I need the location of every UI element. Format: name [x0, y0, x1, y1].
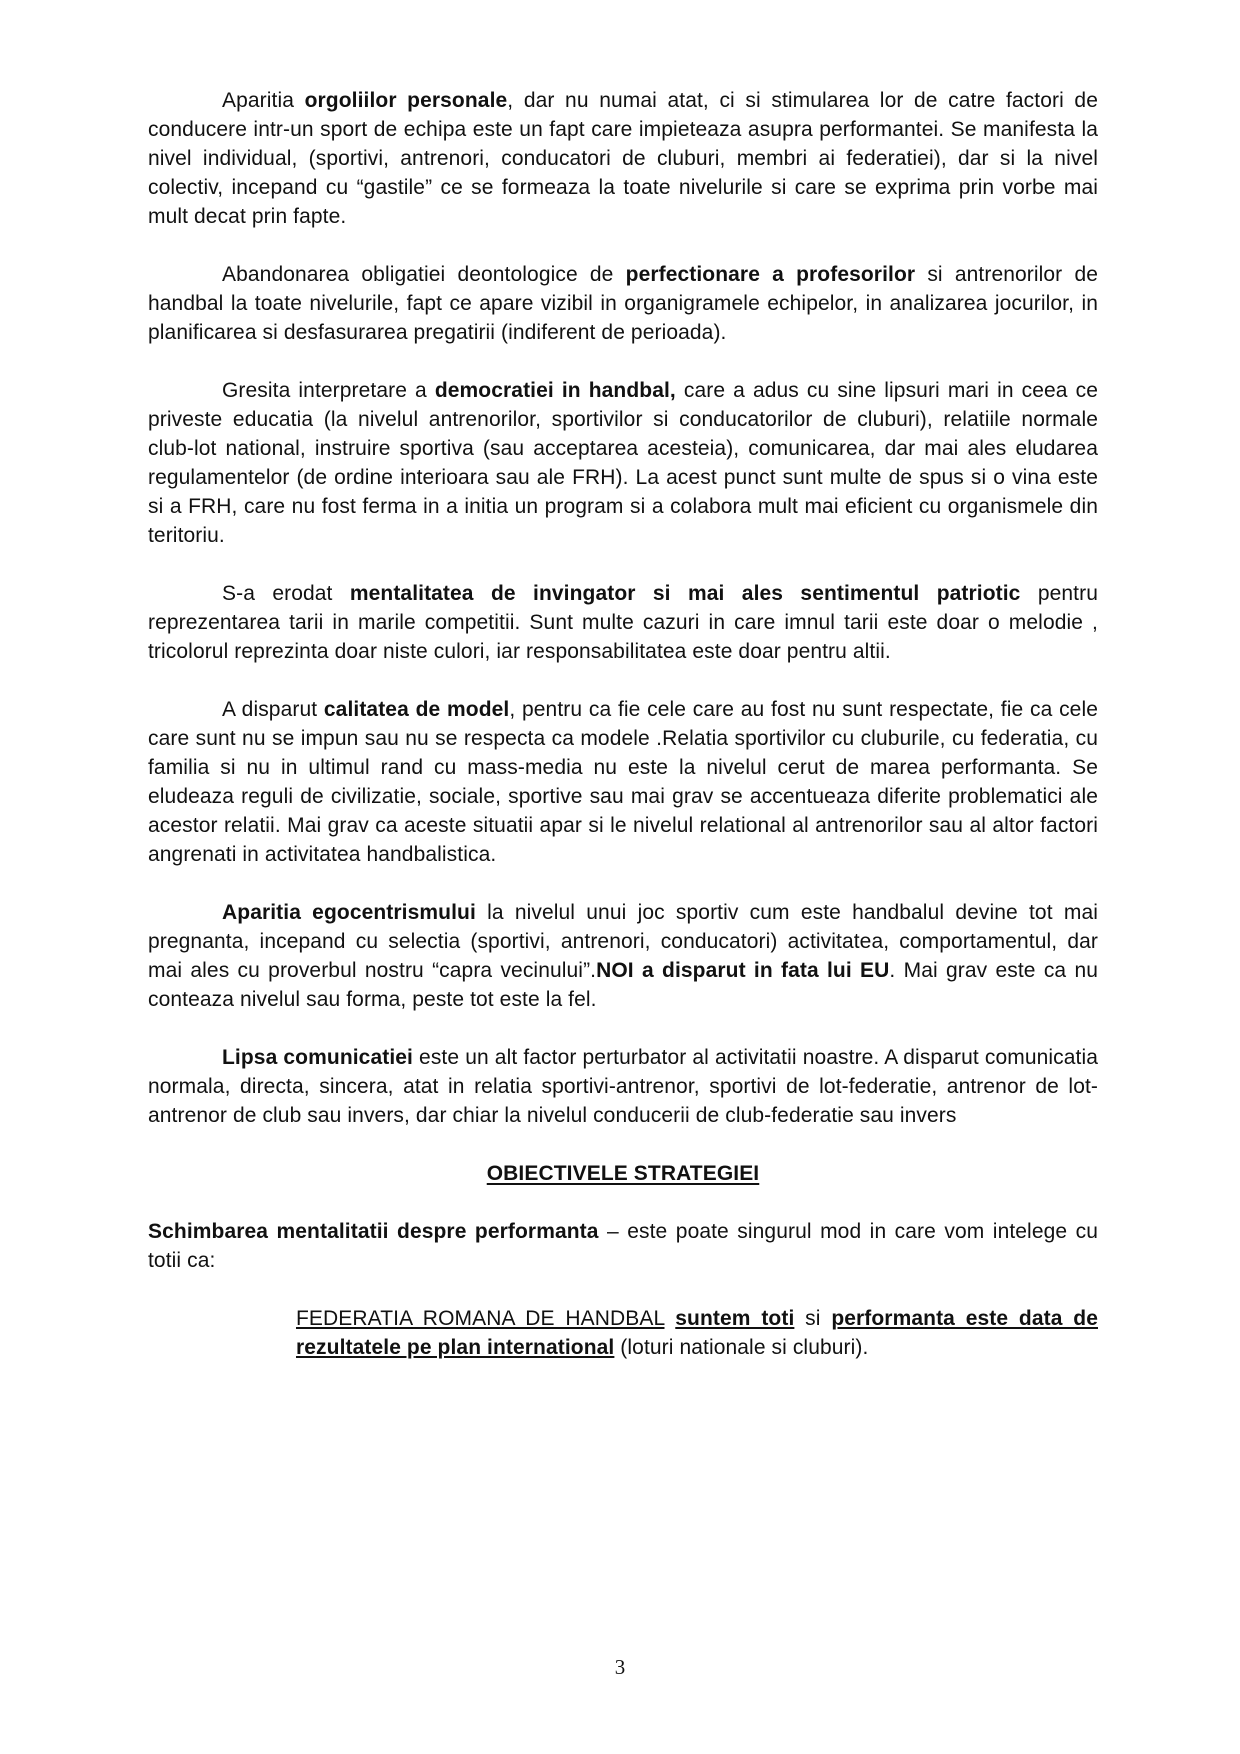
paragraph-text: Gresita interpretare a — [222, 379, 435, 402]
emphasis-text: mentalitatea de invingator si mai ales sentimentul patriotic — [349, 582, 1021, 605]
paragraph-model — [148, 695, 1098, 869]
paragraph-perfectionare — [148, 260, 1098, 347]
quote-tail-text: (loturi nationale si cluburi). — [614, 1336, 869, 1359]
quoted-statement — [296, 1304, 1098, 1362]
paragraph-invingator — [148, 579, 1098, 666]
paragraph-text: S-a erodat — [222, 582, 350, 605]
section-heading: OBIECTIVELE STRATEGIEI — [486, 1162, 760, 1185]
paragraph-text: Aparitia — [222, 89, 305, 112]
paragraph-text: la nivelul unui joc sportiv cum este handbalul devine tot mai pregnanta, incepand cu selectia (sportivi, antrenori, conducatori) activitatea, comportamentul, dar mai ales cu proverbul nostru “capra vecinului”. — [148, 901, 1098, 982]
paragraph-text: este un alt factor perturbator al activitatii noastre. A disparut comunicatia normala, directa, sincera, atat in relatia sportivi-antrenor, sportivi de lot-federatie, antrenor de lot-antrenor de club sau invers, dar chiar la nivelul conducerii de club-federatie sau invers — [148, 1046, 1098, 1127]
paragraph-text: care a adus cu sine lipsuri mari in ceea ce priveste educatia (la nivelul antrenorilor, sportivilor si conducatorilor de cluburi), relatiile normale club-lot national, instruire sportiva (sau acceptarea acesteia), comunicarea, dar mai ales eludarea regulamentelor (de ordine interioara sau ale FRH). La acest punct sunt multe de spus si o vina este si a FRH, care nu fost ferma in a initia un program si a colabora mult mai eficient cu organismele din teritoriu. — [148, 379, 1098, 547]
emphasis-text: perfectionare a profesorilor — [625, 263, 916, 286]
document-page — [148, 86, 1098, 1362]
emphasis-text: suntem toti — [675, 1307, 795, 1330]
emphasis-text: performanta este data de rezultatele pe plan international — [296, 1307, 1098, 1359]
paragraph-text: si antrenorilor de handbal la toate nivelurile, fapt ce apare vizibil in organigramele echipelor, in analizarea jocurilor, in planificarea si desfasurarea pregatirii (indiferent de perioada). — [148, 263, 1099, 344]
paragraph-text: , pentru ca fie cele care au fost nu sunt respectate, fie ca cele care sunt nu se impun sau nu se respecta ca modele .Relatia sportivilor cu cluburile, cu federatia, cu familia si nu in ultimul rand cu mass-media nu este la nivelul cerut de marea performanta. Se eludeaza reguli de civilizatie, sociale, sportive sau mai grav se accentueaza diferite problematici ale acestor relatii. Mai grav ca aceste situatii apar si le nivelul relational al antrenorilor sau al altor factori angrenati in activitatea handbalistica. — [148, 698, 1099, 866]
emphasis-text: democratiei in handbal, — [434, 379, 676, 402]
paragraph-text: pentru reprezentarea tarii in marile competitii. Sunt multe cazuri in care imnul tarii este doar o melodie , tricolorul reprezinta doar niste culori, iar responsabilitatea este doar pentru altii. — [148, 582, 1098, 663]
paragraph-democratie — [148, 376, 1098, 550]
emphasis-text: Aparitia egocentrismului — [222, 901, 476, 924]
emphasis-text: calitatea de model — [323, 698, 510, 721]
paragraph-text: Abandonarea obligatiei deontologice de — [222, 263, 626, 286]
emphasis-text: NOI a disparut in fata lui EU — [596, 959, 890, 982]
paragraph-orgolii — [148, 86, 1098, 231]
objective-title: Schimbarea mentalitatii despre performanta — [148, 1220, 599, 1243]
page-number: 3 — [614, 1655, 626, 1679]
paragraph-comunicare — [148, 1043, 1098, 1130]
objective-text: – este poate singurul mod in care vom intelege cu totii ca: — [148, 1220, 1098, 1272]
emphasis-text: orgoliilor personale — [304, 89, 508, 112]
paragraph-egocentrism — [148, 898, 1098, 1014]
emphasis-text: Lipsa comunicatiei — [222, 1046, 413, 1069]
federation-name: FEDERATIA ROMANA DE HANDBAL — [296, 1307, 665, 1330]
paragraph-text: A disparut — [222, 698, 324, 721]
paragraph-text: . Mai grav este ca nu conteaza nivelul sau forma, peste tot este la fel. — [148, 959, 1099, 1011]
paragraph-text: , dar nu numai atat, ci si stimularea lor de catre factori de conducere intr-un sport de echipa este un fapt care impieteaza asupra performantei. Se manifesta la nivel individual, (sportivi, antrenori, conducatori de cluburi, membri ai federatiei), dar si la nivel colectiv, incepand cu “gastile” ce se formeaza la toate nivelurile si care se exprima prin vorbe mai mult decat prin fapte. — [148, 89, 1098, 228]
objective-paragraph — [148, 1217, 1098, 1275]
connector-text: si — [794, 1307, 832, 1330]
